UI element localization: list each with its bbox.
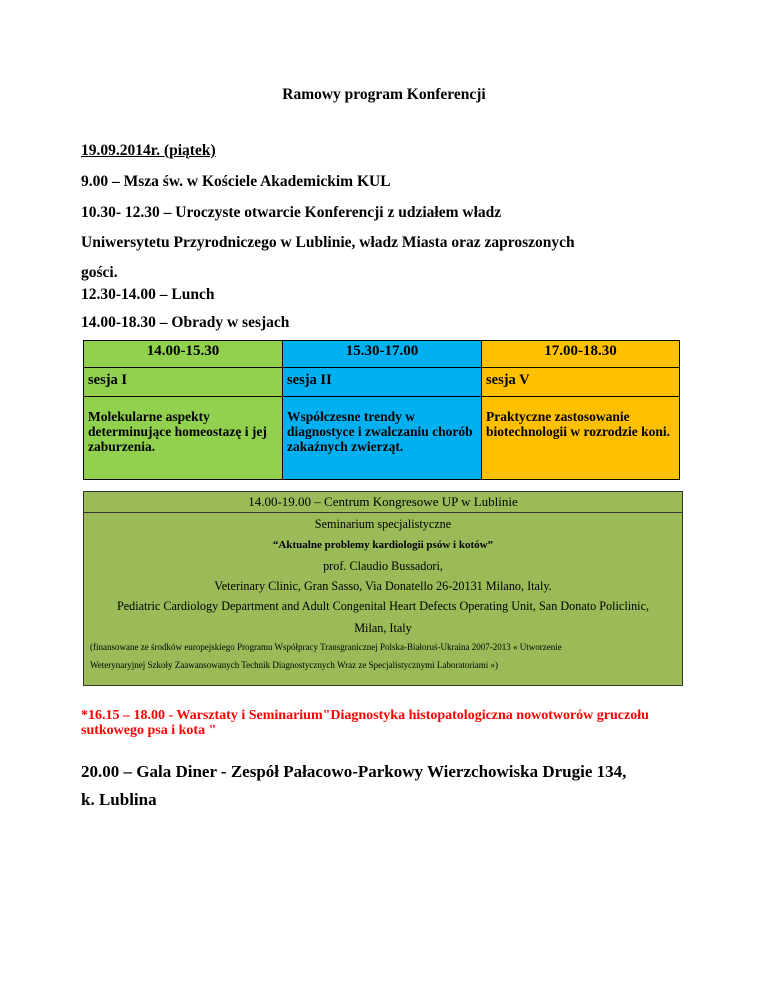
session-1-name: sesja I <box>84 368 283 397</box>
session-2-topic: Współczesne trendy w diagnostyce i zwalczaniu chorób zakaźnych zwierząt. <box>283 397 482 480</box>
sessions-topic-row <box>84 397 680 480</box>
workshop-note: *16.15 – 18.00 - Warsztaty i Seminarium"Diagnostyka histopatologiczna nowotworów gruczołu sutkowego psa i kota " <box>81 708 649 738</box>
gala-dinner <box>81 758 721 814</box>
seminar-speaker: prof. Claudio Bussadori, <box>323 559 443 573</box>
seminar-title: “Aktualne problemy kardiologii psów i kotów” <box>272 539 494 551</box>
lunch-item: 12.30-14.00 – Lunch <box>81 286 215 303</box>
sessions-name-row <box>84 368 680 397</box>
mass-item: 9.00 – Msza św. w Kościele Akademickim KUL <box>81 173 391 190</box>
session-3-time: 17.00-18.30 <box>482 341 680 368</box>
sessions-time-row <box>84 341 680 368</box>
session-1-topic: Molekularne aspekty determinujące homeostazę i jej zaburzenia. <box>84 397 283 480</box>
seminar-affiliation-2: Pediatric Cardiology Department and Adult Congenital Heart Defects Operating Unit, San Donato Policlinic, <box>116 599 650 613</box>
seminar-affiliation-1: Veterinary Clinic, Gran Sasso, Via Donatello 26-20131 Milano, Italy. <box>214 579 552 593</box>
sessions-table <box>83 340 680 480</box>
gala-line-2: k. Lublina <box>81 790 157 809</box>
seminar-funding-2: Weterynaryjnej Szkoły Zaawansowanych Technik Diagnostycznych Wraz ze Specjalistycznymi Laboratoriami ») <box>90 660 499 670</box>
opening-item-line3: gości. <box>81 264 118 281</box>
gala-line-1: 20.00 – Gala Diner - Zespół Pałacowo-Parkowy Wierzchowiska Drugie 134, <box>81 762 627 781</box>
session-3-topic: Praktyczne zastosowanie biotechnologii w rozrodzie koni. <box>482 397 680 480</box>
seminar-funding-1: (finansowane ze środków europejskiego Programu Współpracy Transgranicznej Polska-Białoruś-Ukraina 2007-2013 « Utworzenie <box>90 642 562 652</box>
sessions-intro: 14.00-18.30 – Obrady w sesjach <box>81 314 290 331</box>
session-3-name: sesja V <box>482 368 680 397</box>
opening-item-line1: 10.30- 12.30 – Uroczyste otwarcie Konferencji z udziałem władz <box>81 204 502 221</box>
session-2-name: sesja II <box>283 368 482 397</box>
session-2-time: 15.30-17.00 <box>283 341 482 368</box>
seminar-header: 14.00-19.00 – Centrum Kongresowe UP w Lublinie <box>84 492 682 513</box>
program-date: 19.09.2014r. (piątek) <box>81 142 216 159</box>
seminar-type: Seminarium specjalistyczne <box>314 517 452 531</box>
page-title: Ramowy program Konferencji <box>282 86 486 103</box>
session-1-time: 14.00-15.30 <box>84 341 283 368</box>
opening-item-line2: Uniwersytetu Przyrodniczego w Lublinie, władz Miasta oraz zaproszonych <box>81 234 575 251</box>
seminar-box <box>83 491 683 686</box>
seminar-affiliation-3: Milan, Italy <box>354 621 412 635</box>
